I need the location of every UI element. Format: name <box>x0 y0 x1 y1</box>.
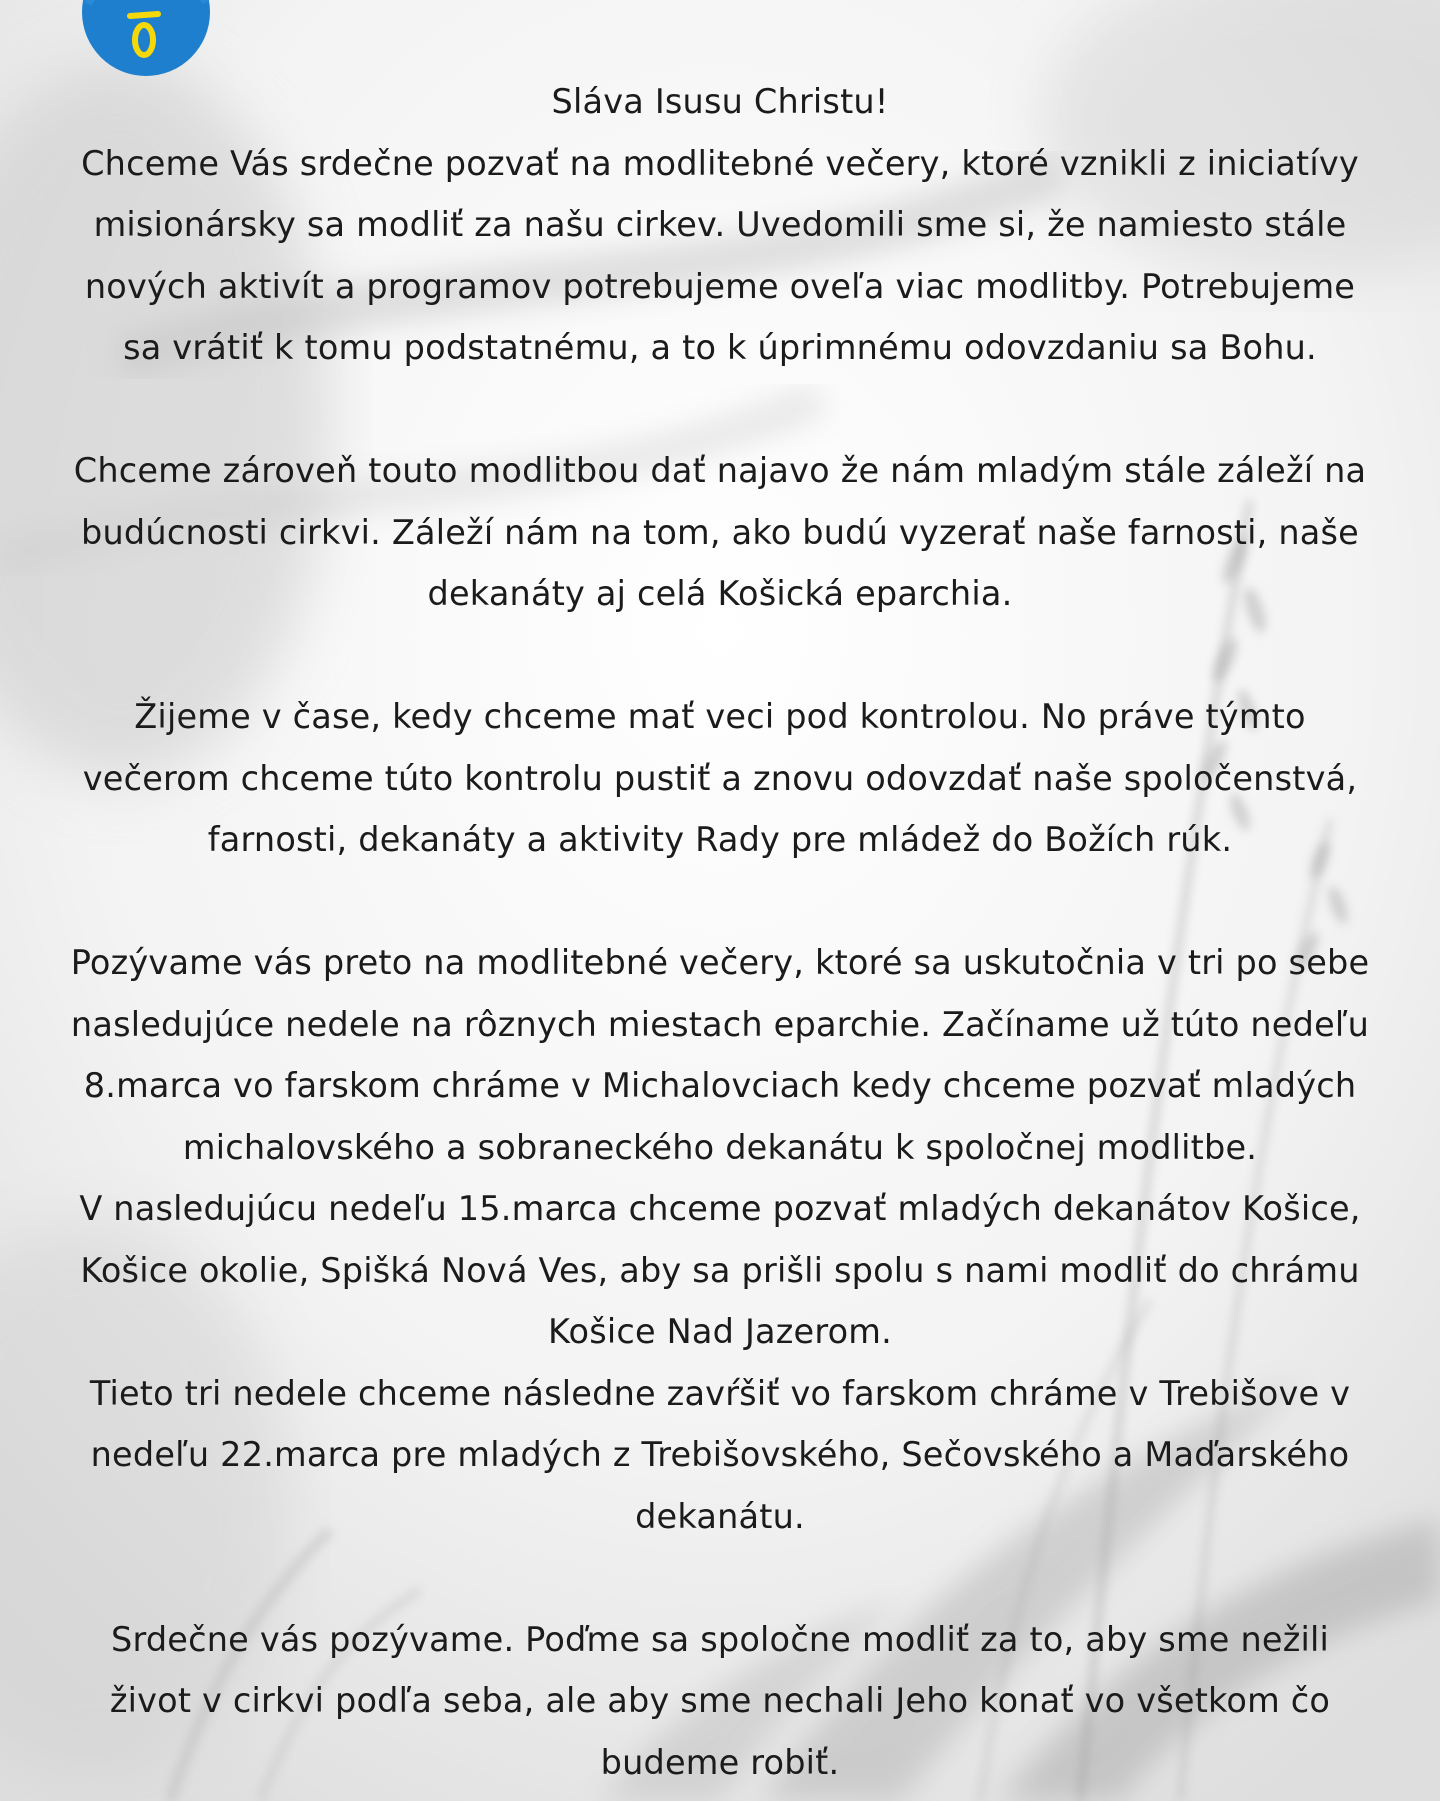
paragraph-3-line: Žijeme v čase, kedy chceme mať veci pod kontrolou. No práve týmto <box>134 697 1306 736</box>
paragraph-gap <box>20 379 1420 441</box>
paragraph-5-line: Srdečne vás pozývame. Poďme sa spoločne modliť za to, aby sme nežili <box>110 1619 1329 1659</box>
paragraph-4-line: Tieto tri nedele chceme následne zavŕšiť vo farskom chráme v Trebišove v <box>89 1373 1351 1413</box>
paragraph-4-line: dekanátu. <box>635 1496 805 1536</box>
paragraph-2-line: dekanáty aj celá Košická eparchia. <box>427 574 1013 613</box>
paragraph-1-line: Chceme Vás srdečne pozvať na modlitebné večery, ktoré vznikli z iniciatívy <box>81 143 1359 183</box>
paragraph-4-line: nasledujúce nedele na rôznych miestach eparchie. Začíname už túto nedeľu <box>70 1004 1370 1044</box>
paragraph-1-line: nových aktivít a programov potrebujeme oveľa viac modlitby. Potrebujeme <box>84 266 1356 306</box>
paragraph-4-line: 8.marca vo farskom chráme v Michalovciach kedy chceme pozvať mladých <box>83 1066 1357 1105</box>
greeting: Sláva Isusu Christu! <box>551 82 889 121</box>
paragraph-4-line: michalovského a sobraneckého dekanátu k spoločnej modlitbe. <box>182 1127 1258 1167</box>
paragraph-1-line: misionársky sa modliť za našu cirkev. Uvedomili sme si, že namiesto stále <box>93 205 1347 244</box>
paragraph-5-line: budeme robiť. <box>600 1742 840 1782</box>
paragraph-gap <box>20 1547 1420 1609</box>
paragraph-2-line: budúcnosti cirkvi. Záleží nám na tom, ako budú vyzerať naše farnosti, naše <box>81 512 1359 552</box>
paragraph-4-line: nedeľu 22.marca pre mladých z Trebišovského, Sečovského a Maďarského <box>90 1435 1350 1474</box>
paragraph-gap <box>20 625 1420 687</box>
paragraph-gap <box>20 871 1420 933</box>
circle-logo-icon <box>78 0 214 80</box>
paragraph-1-line: sa vrátiť k tomu podstatnému, a to k úprimnému odovzdaniu sa Bohu. <box>123 328 1317 367</box>
letter-body <box>20 71 1420 1793</box>
paragraph-4-line: Košice okolie, Spišká Nová Ves, aby sa prišli spolu s nami modliť do chrámu <box>80 1250 1360 1290</box>
paragraph-3-line: večerom chceme túto kontrolu pustiť a znovu odovzdať naše spoločenstvá, <box>82 758 1358 798</box>
paragraph-4-line: Pozývame vás preto na modlitebné večery, ktoré sa uskutočnia v tri po sebe <box>70 943 1370 982</box>
paragraph-4-line: Košice Nad Jazerom. <box>548 1312 892 1351</box>
paragraph-3-line: farnosti, dekanáty a aktivity Rady pre mládež do Božích rúk. <box>207 820 1233 859</box>
paragraph-5-line: život v cirkvi podľa seba, ale aby sme nechali Jeho konať vo všetkom čo <box>109 1681 1331 1720</box>
paragraph-4-line: V nasledujúcu nedeľu 15.marca chceme pozvať mladých dekanátov Košice, <box>79 1189 1361 1228</box>
paragraph-2-line: Chceme zároveň touto modlitbou dať najavo že nám mladým stále záleží na <box>73 451 1367 490</box>
